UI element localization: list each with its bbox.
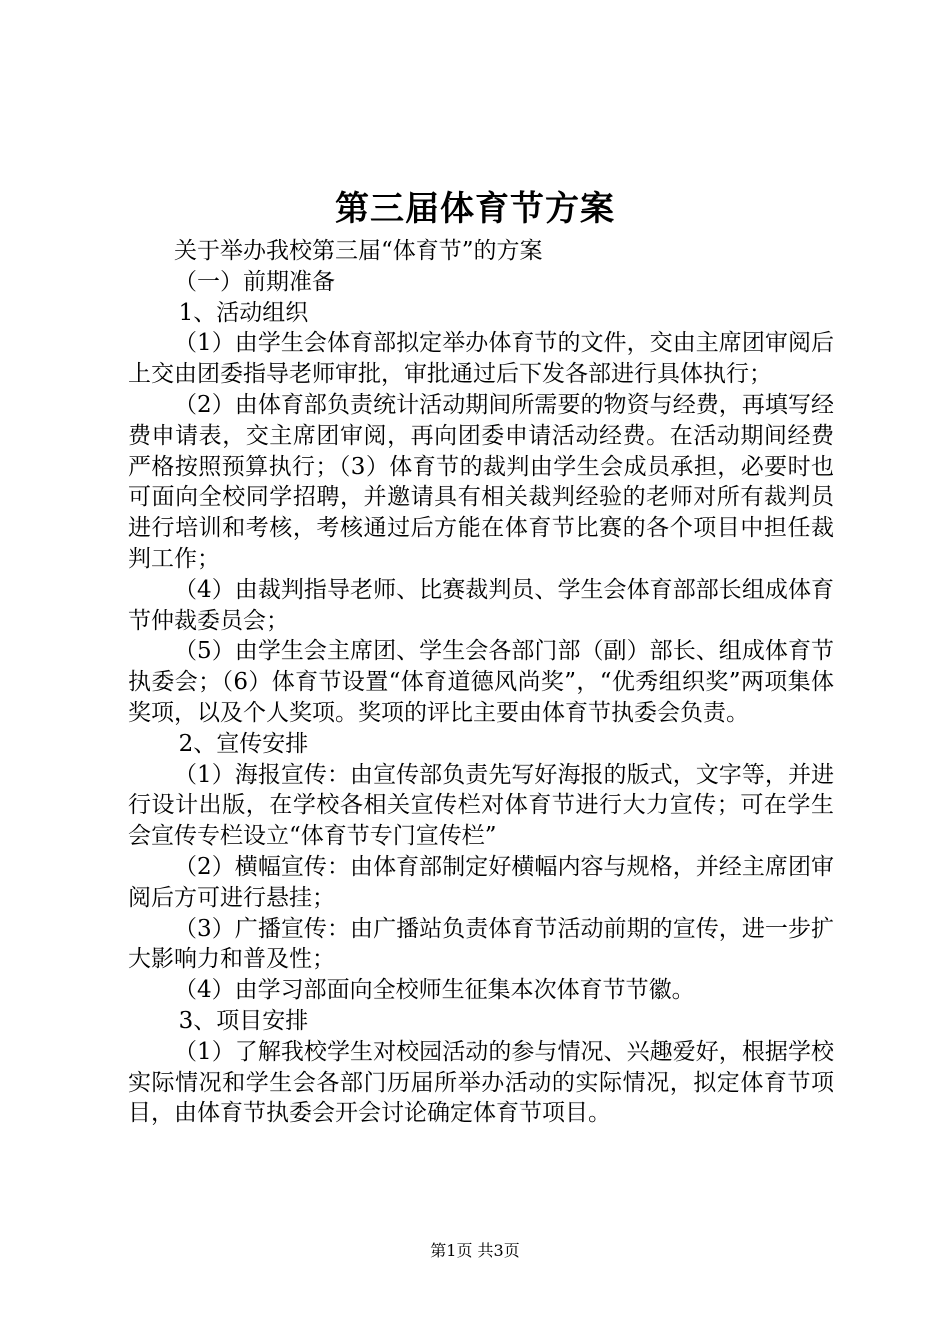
document-body xyxy=(128,236,834,1129)
paragraph-publicity-1: （1）海报宣传：由宣传部负责先写好海报的版式，文字等，并进行设计出版，在学校各相关宣传栏对体育节进行大力宣传；可在学生会宣传专栏设立“体育节专门宣传栏” xyxy=(128,761,834,850)
page-footer: 第1页 共3页 xyxy=(430,1241,520,1260)
section-heading-preparation: （一）前期准备 xyxy=(174,268,335,295)
paragraph-publicity-2: （2）横幅宣传：由体育部制定好横幅内容与规格，并经主席团审阅后方可进行悬挂； xyxy=(128,853,834,911)
paragraph-organization-1: （1）由学生会体育部拟定举办体育节的文件，交由主席团审阅后上交由团委指导老师审批，审批通过后下发各部进行具体执行； xyxy=(128,330,834,388)
paragraph-publicity-3: （3）广播宣传：由广播站负责体育节活动前期的宣传，进一步扩大影响力和普及性； xyxy=(128,915,834,973)
paragraph-organization-4: （4）由裁判指导老师、比赛裁判员、学生会体育部部长组成体育节仲裁委员会； xyxy=(128,576,834,634)
subsection-heading-publicity: 2、宣传安排 xyxy=(178,730,309,757)
document-title: 第三届体育节方案 xyxy=(335,189,615,229)
paragraph-organization-2-3: （2）由体育部负责统计活动期间所需要的物资与经费，再填写经费申请表，交主席团审阅，再向团委申请活动经费。在活动期间经费严格按照预算执行；（3）体育节的裁判由学生会成员承担，必要时也可面向全校同学招聘，并邀请具有相关裁判经验的老师对所有裁判员进行培训和考核，考核通过后方能在体育节比赛的各个项目中担任裁判工作； xyxy=(128,391,834,572)
paragraph-events-1: （1）了解我校学生对校园活动的参与情况、兴趣爱好，根据学校实际情况和学生会各部门历届所举办活动的实际情况，拟定体育节项目，由体育节执委会开会讨论确定体育节项目。 xyxy=(128,1038,834,1127)
subsection-heading-events: 3、项目安排 xyxy=(178,1007,309,1034)
paragraph-organization-5-6: （5）由学生会主席团、学生会各部门部（副）部长、组成体育节执委会；（6）体育节设置“体育道德风尚奖”，“优秀组织奖”两项集体奖项，以及个人奖项。奖项的评比主要由体育节执委会负责。 xyxy=(128,638,834,726)
paragraph-intro: 关于举办我校第三届“体育节”的方案 xyxy=(174,238,543,264)
paragraph-publicity-4: （4）由学习部面向全校师生征集本次体育节节徽。 xyxy=(174,977,695,1004)
subsection-heading-organization: 1、活动组织 xyxy=(178,299,309,326)
